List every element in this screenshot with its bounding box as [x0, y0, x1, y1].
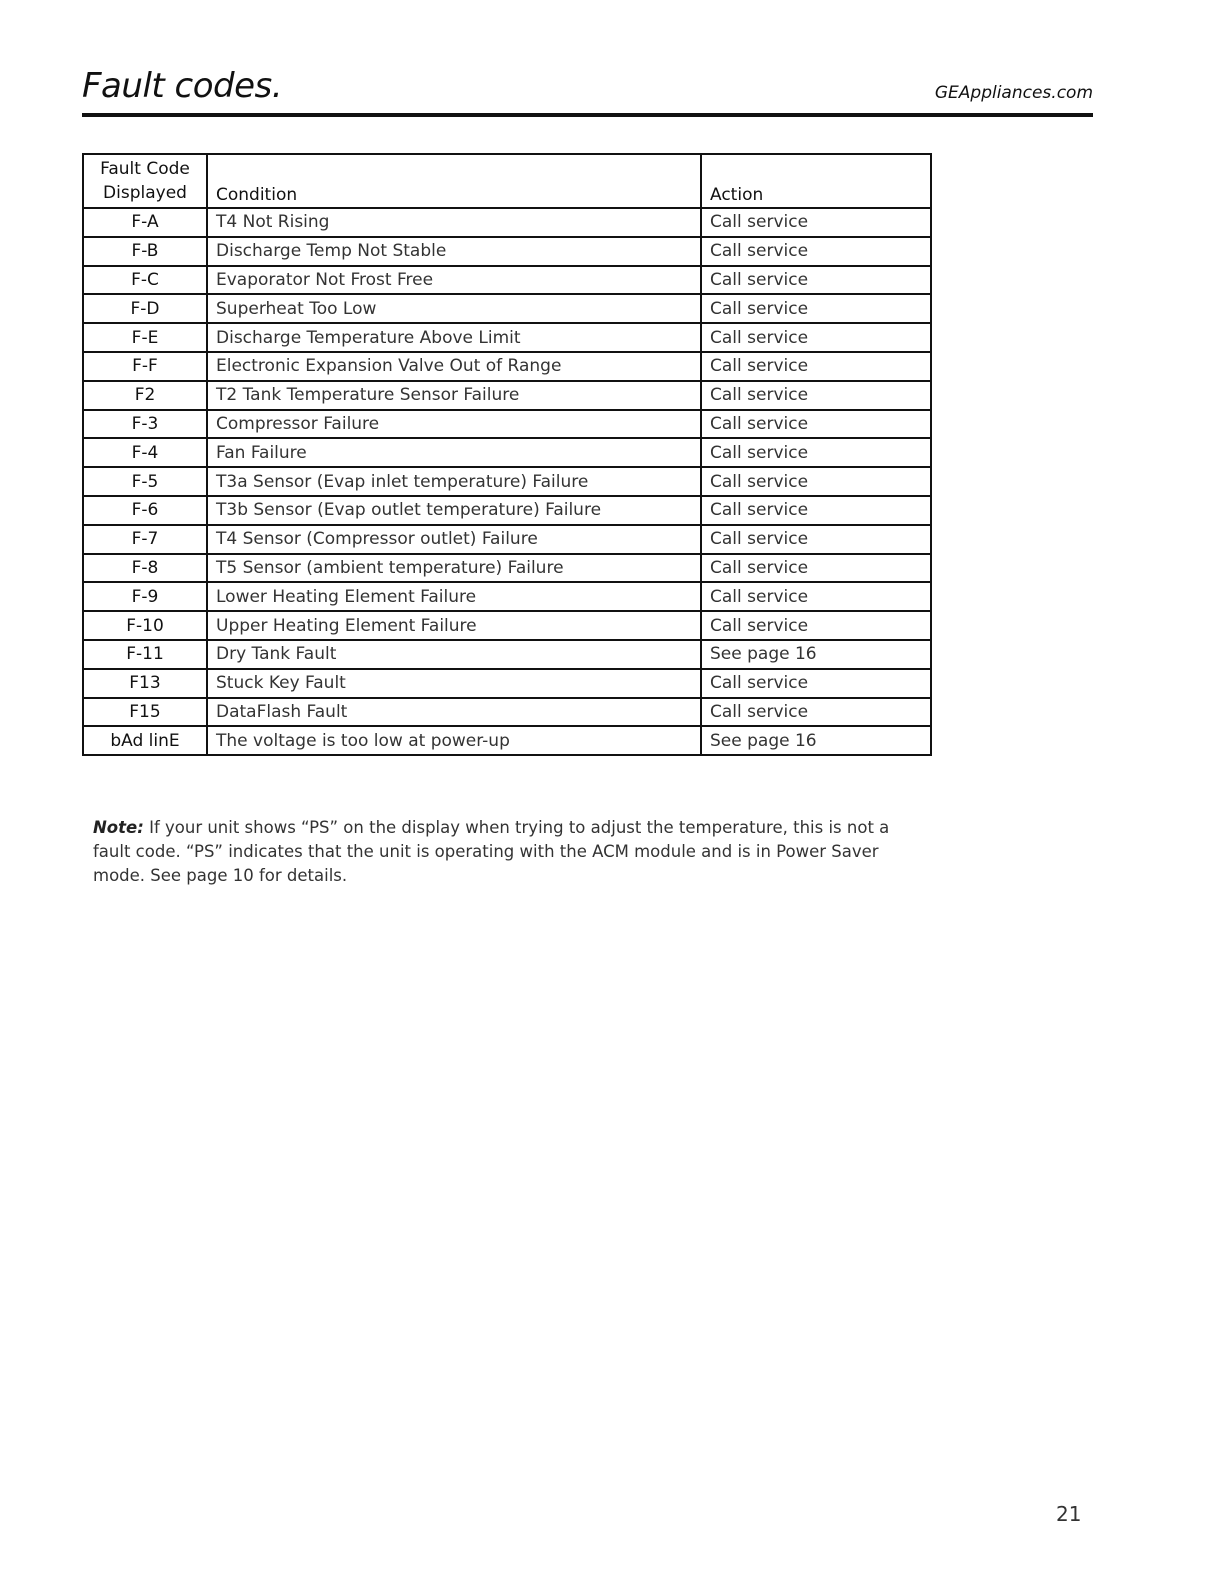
- action-cell: See page 16: [701, 640, 931, 669]
- condition-cell: Fan Failure: [207, 438, 701, 467]
- table-row: [83, 266, 931, 295]
- condition-cell: The voltage is too low at power-up: [207, 726, 701, 755]
- fault-code-cell: F-D: [83, 294, 207, 323]
- note-text: If your unit shows “PS” on the display when trying to adjust the temperature, this is not a fault code. “PS” indicates that the unit is operating with the ACM module and is in Power Saver mode. See page 10 for details.: [93, 818, 890, 885]
- action-cell: See page 16: [701, 726, 931, 755]
- fault-code-cell: F-4: [83, 438, 207, 467]
- fault-code-cell: F-C: [83, 266, 207, 295]
- condition-cell: DataFlash Fault: [207, 698, 701, 727]
- fault-code-cell: F-8: [83, 554, 207, 583]
- action-cell: Call service: [701, 467, 931, 496]
- condition-cell: Compressor Failure: [207, 410, 701, 439]
- condition-cell: T4 Not Rising: [207, 208, 701, 237]
- condition-cell: T3b Sensor (Evap outlet temperature) Failure: [207, 496, 701, 525]
- page-number: 21: [1056, 1502, 1082, 1526]
- condition-cell: Lower Heating Element Failure: [207, 582, 701, 611]
- condition-cell: Evaporator Not Frost Free: [207, 266, 701, 295]
- table-row: [83, 294, 931, 323]
- action-cell: Call service: [701, 669, 931, 698]
- table-row: [83, 525, 931, 554]
- condition-cell: Superheat Too Low: [207, 294, 701, 323]
- condition-cell: Discharge Temp Not Stable: [207, 237, 701, 266]
- action-cell: Call service: [701, 237, 931, 266]
- condition-cell: T2 Tank Temperature Sensor Failure: [207, 381, 701, 410]
- condition-cell: T3a Sensor (Evap inlet temperature) Failure: [207, 467, 701, 496]
- action-cell: Call service: [701, 352, 931, 381]
- fault-code-cell: F-3: [83, 410, 207, 439]
- table-row: [83, 582, 931, 611]
- column-header-fault-code: Fault Code Displayed: [83, 154, 207, 208]
- table-row: [83, 352, 931, 381]
- table-row: [83, 323, 931, 352]
- action-cell: Call service: [701, 410, 931, 439]
- table-row: [83, 381, 931, 410]
- fault-code-cell: F-A: [83, 208, 207, 237]
- table-row: [83, 726, 931, 755]
- fault-code-cell: F13: [83, 669, 207, 698]
- table-row: [83, 698, 931, 727]
- column-header-action: Action: [701, 154, 931, 208]
- condition-cell: Dry Tank Fault: [207, 640, 701, 669]
- action-cell: Call service: [701, 208, 931, 237]
- table-row: [83, 467, 931, 496]
- fault-code-cell: F-F: [83, 352, 207, 381]
- note-label: Note:: [93, 818, 144, 837]
- action-cell: Call service: [701, 611, 931, 640]
- fault-code-cell: F-10: [83, 611, 207, 640]
- fault-code-cell: F-B: [83, 237, 207, 266]
- condition-cell: Electronic Expansion Valve Out of Range: [207, 352, 701, 381]
- action-cell: Call service: [701, 323, 931, 352]
- fault-code-cell: F-E: [83, 323, 207, 352]
- table-row: [83, 554, 931, 583]
- fault-code-cell: F-9: [83, 582, 207, 611]
- fault-code-cell: F2: [83, 381, 207, 410]
- header-rule: [82, 113, 1093, 117]
- action-cell: Call service: [701, 266, 931, 295]
- condition-cell: Upper Heating Element Failure: [207, 611, 701, 640]
- action-cell: Call service: [701, 525, 931, 554]
- table-row: [83, 208, 931, 237]
- table-header-row: [83, 154, 931, 208]
- action-cell: Call service: [701, 554, 931, 583]
- site-url: GEAppliances.com: [934, 83, 1093, 103]
- table-row: [83, 611, 931, 640]
- condition-cell: Discharge Temperature Above Limit: [207, 323, 701, 352]
- action-cell: Call service: [701, 438, 931, 467]
- condition-cell: Stuck Key Fault: [207, 669, 701, 698]
- fault-code-cell: F-7: [83, 525, 207, 554]
- fault-codes-table: [82, 153, 932, 756]
- column-header-condition: Condition: [207, 154, 701, 208]
- action-cell: Call service: [701, 294, 931, 323]
- condition-cell: T5 Sensor (ambient temperature) Failure: [207, 554, 701, 583]
- table-row: [83, 669, 931, 698]
- condition-cell: T4 Sensor (Compressor outlet) Failure: [207, 525, 701, 554]
- fault-code-cell: F-11: [83, 640, 207, 669]
- fault-code-cell: F-6: [83, 496, 207, 525]
- table-row: [83, 237, 931, 266]
- action-cell: Call service: [701, 496, 931, 525]
- table-row: [83, 438, 931, 467]
- fault-code-cell: F15: [83, 698, 207, 727]
- page-title: Fault codes.: [82, 66, 283, 106]
- table-row: [83, 640, 931, 669]
- action-cell: Call service: [701, 582, 931, 611]
- action-cell: Call service: [701, 381, 931, 410]
- action-cell: Call service: [701, 698, 931, 727]
- table-row: [83, 496, 931, 525]
- table-row: [83, 410, 931, 439]
- fault-code-cell: F-5: [83, 467, 207, 496]
- fault-code-cell: bAd linE: [83, 726, 207, 755]
- note-paragraph: [93, 816, 893, 888]
